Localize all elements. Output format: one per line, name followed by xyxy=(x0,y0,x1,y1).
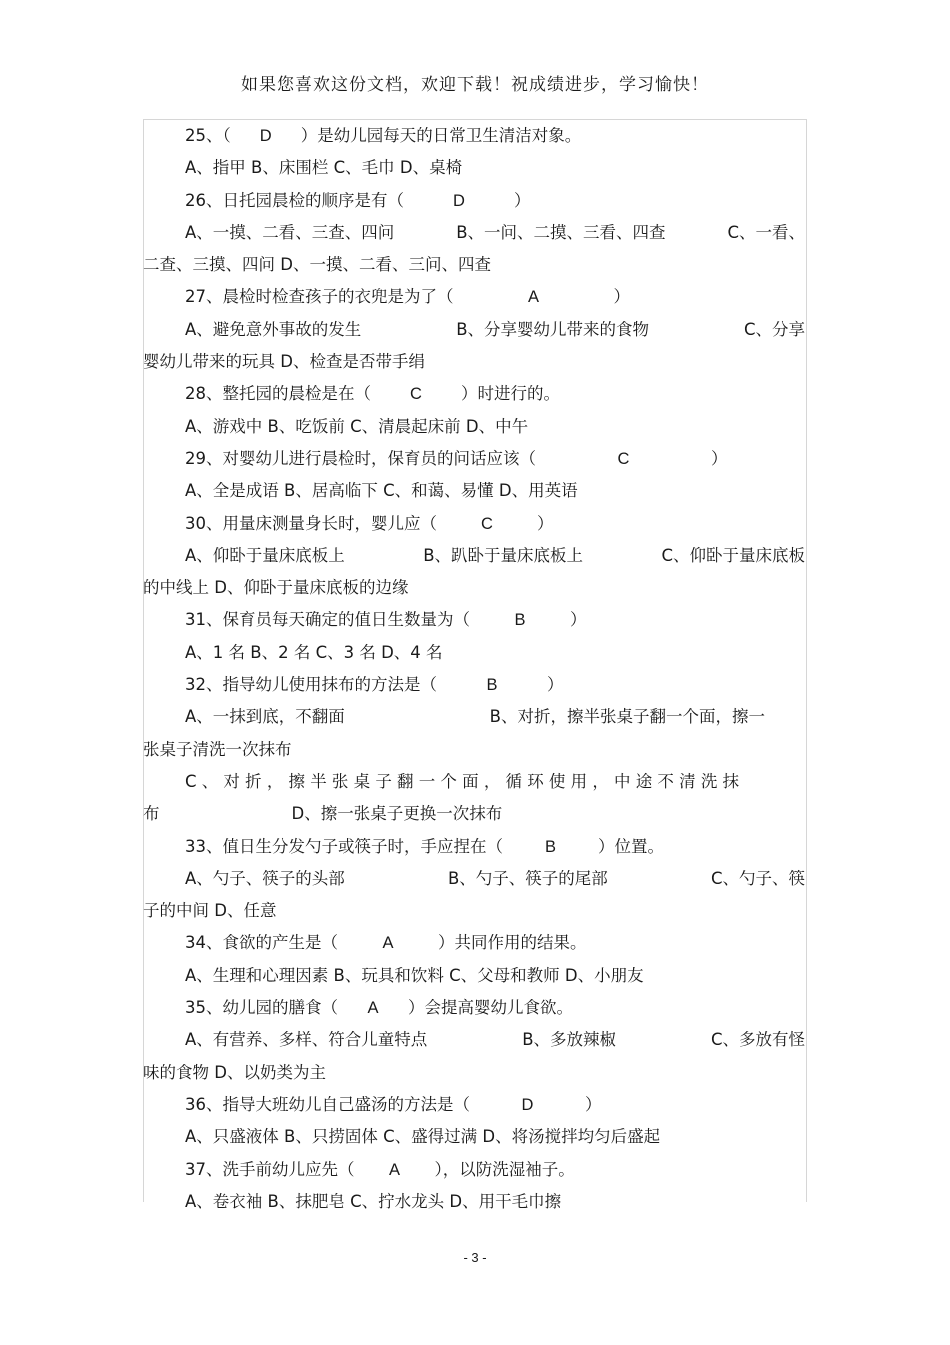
question-26: 26、日托园晨检的顺序是有（ D ） xyxy=(185,190,531,210)
options-32: A、一抹到底，不翻面 B、对折，擦半张桌子翻一个面，擦一 xyxy=(185,707,765,727)
answer: A xyxy=(367,999,379,1018)
options-37: A、卷衣袖 B、抹肥皂 C、拧水龙头 D、用干毛巾擦 xyxy=(185,1191,562,1211)
question-34: 34、食欲的产生是（ A ）共同作用的结果。 xyxy=(185,933,587,953)
options-35: A、有营养、多样、符合儿童特点 B、多放辣椒 C、多放有怪 xyxy=(185,1030,805,1050)
options-31: A、1 名 B、2 名 C、3 名 D、4 名 xyxy=(185,642,443,662)
question-27: 27、晨检时检查孩子的衣兜是为了（ A ） xyxy=(185,287,630,307)
options-34: A、生理和心理因素 B、玩具和饮料 C、父母和教师 D、小朋友 xyxy=(185,965,644,985)
options-27-continued: 婴幼儿带来的玩具 D、检查是否带手绢 xyxy=(143,352,425,372)
page-number: - 3 - xyxy=(463,1250,487,1265)
answer: C xyxy=(410,385,422,404)
answer: C xyxy=(617,449,630,468)
options-25: A、指甲 B、床围栏 C、毛巾 D、桌椅 xyxy=(185,158,463,178)
answer: C xyxy=(481,514,493,533)
answer: B xyxy=(486,676,498,695)
options-28: A、游戏中 B、吃饭前 C、清晨起床前 D、中午 xyxy=(185,416,529,436)
question-35: 35、幼儿园的膳食（ A ）会提高婴幼儿食欲。 xyxy=(185,998,573,1018)
question-28: 28、整托园的晨检是在（ C ）时进行的。 xyxy=(185,384,560,404)
options-35-continued: 味的食物 D、以奶类为主 xyxy=(143,1062,326,1082)
options-33-continued: 子的中间 D、任意 xyxy=(143,901,277,921)
question-list xyxy=(143,120,805,1218)
options-30-continued: 的中线上 D、仰卧于量床底板的边缘 xyxy=(143,578,409,598)
options-29: A、全是成语 B、居高临下 C、和蔼、易懂 D、用英语 xyxy=(185,481,578,501)
question-33: 33、值日生分发勺子或筷子时，手应捏在（ B ）位置。 xyxy=(185,836,664,856)
answer: B xyxy=(544,837,556,856)
answer: A xyxy=(388,1160,400,1179)
options-32-c: C、对折，擦半张桌子翻一个面，循环使用，中途不清洗抹 xyxy=(185,771,745,791)
options-32-d: 布 D、擦一张桌子更换一次抹布 xyxy=(143,804,503,824)
options-36: A、只盛液体 B、只捞固体 C、盛得过满 D、将汤搅拌均匀后盛起 xyxy=(185,1127,661,1147)
question-32: 32、指导幼儿使用抹布的方法是（ B ） xyxy=(185,675,564,695)
options-27: A、避免意外事故的发生 B、分享婴幼儿带来的食物 C、分享 xyxy=(185,319,805,339)
answer: A xyxy=(527,288,539,307)
question-30: 30、用量床测量身长时，婴儿应（ C ） xyxy=(185,513,554,533)
answer: D xyxy=(521,1095,534,1114)
page-header: 如果您喜欢这份文档，欢迎下载！祝成绩进步，学习愉快！ xyxy=(241,75,709,95)
question-36: 36、指导大班幼儿自己盛汤的方法是（ D ） xyxy=(185,1094,602,1114)
options-26: A、一摸、二看、三查、四问 B、一问、二摸、三看、四查 C、一看、 xyxy=(185,222,805,242)
options-30: A、仰卧于量床底板上 B、趴卧于量床底板上 C、仰卧于量床底板 xyxy=(185,545,805,565)
question-25: 25、（ D ）是幼儿园每天的日常卫生清洁对象。 xyxy=(185,126,582,145)
options-26-continued: 二查、三摸、四问 D、一摸、二看、三问、四查 xyxy=(143,255,491,275)
answer: D xyxy=(259,127,272,145)
options-33: A、勺子、筷子的头部 B、勺子、筷子的尾部 C、勺子、筷 xyxy=(185,868,805,888)
question-29: 29、对婴幼儿进行晨检时，保育员的问话应该（ C ） xyxy=(185,448,728,468)
options-32-continued: 张桌子清洗一次抹布 xyxy=(143,739,292,759)
answer: B xyxy=(514,611,526,630)
answer: D xyxy=(453,191,465,210)
question-37: 37、洗手前幼儿应先（ A ），以防洗湿袖子。 xyxy=(185,1159,575,1179)
answer: A xyxy=(382,934,394,953)
question-31: 31、保育员每天确定的值日生数量为（ B ） xyxy=(185,610,587,630)
